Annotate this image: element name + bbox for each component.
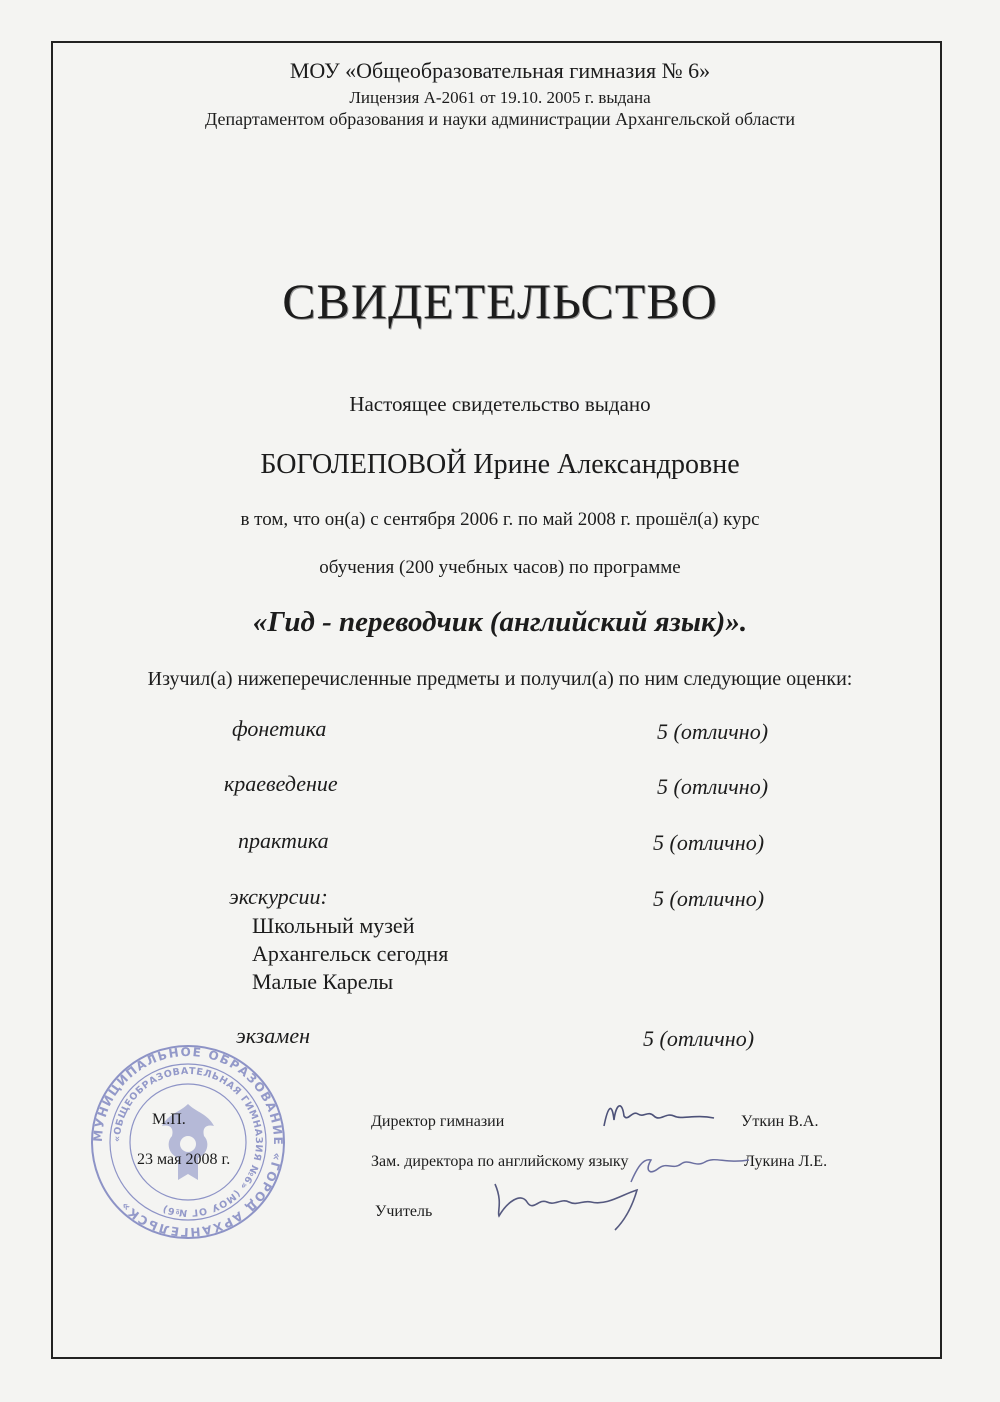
license-line: Лицензия А-2061 от 19.10. 2005 г. выдана <box>349 88 651 107</box>
signatory-name: Уткин В.А. <box>741 1113 819 1130</box>
subject-grade: 5 (отлично) <box>643 1026 755 1051</box>
program-name: «Гид - переводчик (английский язык)». <box>252 606 748 638</box>
organization-name: МОУ «Общеобразовательная гимназия № 6» <box>289 58 711 83</box>
subject-name: экскурсии: <box>229 884 328 909</box>
recipient-name: БОГОЛЕПОВОЙ Ирине Александровне <box>260 449 740 480</box>
subject-name: экзамен <box>236 1023 311 1048</box>
svg-text:МУНИЦИПАЛЬНОЕ ОБРАЗОВАНИЕ «ГОР: МУНИЦИПАЛЬНОЕ ОБРАЗОВАНИЕ «ГОРОД АРХАНГЕЛЬСК» <box>90 1044 286 1240</box>
stamp-place-label: М.П. <box>152 1111 186 1128</box>
department-line: Департаментом образования и науки администрации Архангельской области <box>204 109 796 129</box>
subject-name: фонетика <box>232 716 327 741</box>
teacher-signature <box>487 1172 647 1234</box>
period-text: в том, что он(а) с сентября 2006 г. по май 2008 г. прошёл(а) курс <box>240 509 760 530</box>
signatory-role: Зам. директора по английскому языку <box>371 1153 629 1170</box>
excursion-item: Малые Карелы <box>252 969 394 994</box>
subject-grade: 5 (отлично) <box>657 719 769 744</box>
subject-name: практика <box>238 828 329 853</box>
subject-name: краеведение <box>224 771 338 796</box>
certificate-title: СВИДЕТЕЛЬСТВО <box>282 273 718 329</box>
subject-grade: 5 (отлично) <box>653 830 765 855</box>
subject-grade: 5 (отлично) <box>657 774 769 799</box>
official-seal <box>88 1042 288 1242</box>
excursion-item: Школьный музей <box>252 913 415 938</box>
signatory-role: Учитель <box>375 1203 433 1220</box>
issued-to-text: Настоящее свидетельство выдано <box>349 392 651 416</box>
director-signature <box>598 1096 718 1136</box>
hours-text: обучения (200 учебных часов) по программе <box>319 557 681 578</box>
signatory-name: Лукина Л.Е. <box>744 1153 828 1170</box>
subject-grade: 5 (отлично) <box>653 886 765 911</box>
excursion-item: Архангельск сегодня <box>252 941 449 966</box>
issue-date: 23 мая 2008 г. <box>137 1151 231 1168</box>
studied-text: Изучил(а) нижеперечисленные предметы и получил(а) по ним следующие оценки: <box>147 668 853 690</box>
svg-text:«ОБЩЕОБРАЗОВАТЕЛЬНАЯ ГИМНАЗИЯ: «ОБЩЕОБРАЗОВАТЕЛЬНАЯ ГИМНАЗИЯ №6» (МОУ ОГ №6) <box>111 1065 265 1219</box>
signatory-role: Директор гимназии <box>371 1113 505 1130</box>
